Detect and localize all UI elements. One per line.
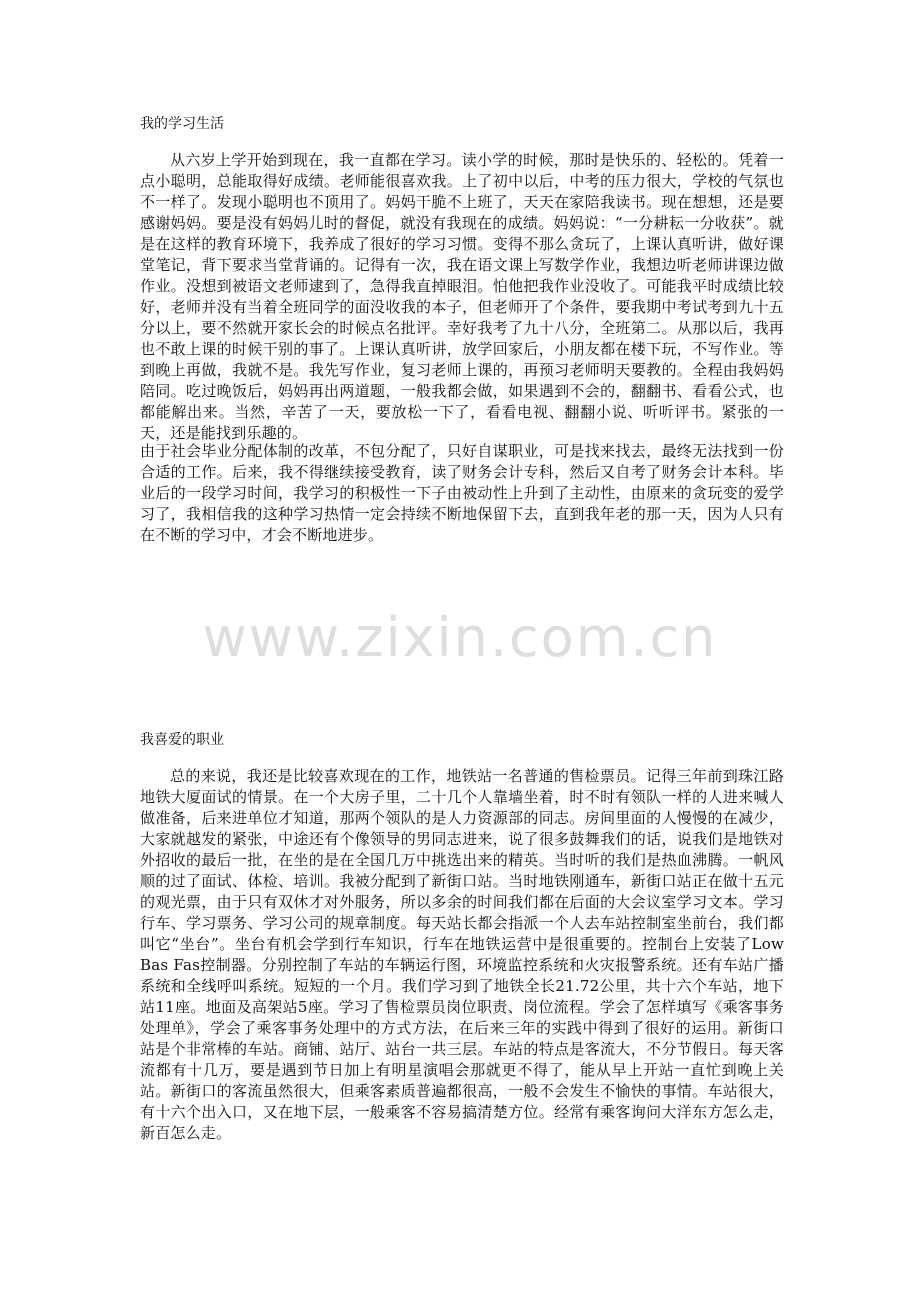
section-title-study-life: 我的学习生活 xyxy=(140,116,224,132)
section2-paragraph-1: 总的来说，我还是比较喜欢现在的工作，地铁站一名普通的售检票员。记得三年前到珠江路地铁大厦面试的情景。在一个大房子里，二十几个人靠墙坐着，时不时有领队一样的人进来喊人做准备，后来进单位才知道，那两个领队的是人力资源部的同志。房间里面的人慢慢的在减少，大家就越发的紧张，中途还有个像领导的男同志进来，说了很多鼓舞我们的话，说我们是地铁对外招收的最后一批，在坐的是在全国几万中挑选出来的精英。当时听的我们是热血沸腾。一帆风顺的过了面试、体检、培训。我被分配到了新街口站。当时地铁刚通车，新街口站正在做十五元的观光票，由于只有双休才对外服务，所以多余的时间我们都在后面的大会议室学习文本。学习行车、学习票务、学习公司的规章制度。每天站长都会指派一个人去车站控制室坐前台，我们都叫它“坐台”。坐台有机会学到行车知识，行车在地铁运营中是很重要的。控制台上安装了Low Bas Fas控制器。分别控制了车站的车辆运行图，环境监控系统和火灾报警系统。还有车站广播系统和全线呼叫系统。短短的一个月。我们学习到了地铁全长21.72公里，共十六个车站，地下站11座。地面及高架站5座。学习了售检票员岗位职责、岗位流程。学会了怎样填写《乘客事务处理单》，学会了乘客事务处理中的方式方法，在后来三年的实践中得到了很好的运用。新街口站是个非常棒的车站。商铺、站厅、站台一共三层。车站的特点是客流大，不分节假日。每天客流都有十几万，要是遇到节日加上有明星演唱会那就更不得了，能从早上开站一直忙到晚上关站。新街口的客流虽然很大，但乘客素质普遍都很高，一般不会发生不愉快的事情。车站很大，有十六个出入口，又在地下层，一般乘客不容易搞清楚方位。经常有乘客询问大洋东方怎么走，新百怎么走。 xyxy=(140,767,784,1142)
section1-paragraph-1: 从六岁上学开始到现在，我一直都在学习。读小学的时候，那时是快乐的、轻松的。凭着一点小聪明，总能取得好成绩。老师能很喜欢我。上了初中以后，中考的压力很大，学校的气氛也不一样了。发现小聪明也不顶用了。妈妈干脆不上班了，天天在家陪我读书。现在想想，还是要感谢妈妈。要是没有妈妈儿时的督促，就没有我现在的成绩。妈妈说：“一分耕耘一分收获”。就是在这样的教育环境下，我养成了很好的学习习惯。变得不那么贪玩了，上课认真听讲，做好课堂笔记，背下要求当堂背诵的。记得有一次，我在语文课上写数学作业，我想边听老师讲课边做作业。没想到被语文老师逮到了，急得我直掉眼泪。怕他把我作业没收了。可能我平时成绩比较好，老师并没有当着全班同学的面没收我的本子，但老师开了个条件，要我期中考试考到九十五分以上，要不然就开家长会的时候点名批评。幸好我考了九十八分，全班第二。从那以后，我再也不敢上课的时候干别的事了。上课认真听讲，放学回家后，小朋友都在楼下玩，不写作业。等到晚上再做，我就不是。我先写作业，复习老师上课的，再预习老师明天要教的。全程由我妈妈陪同。吃过晚饭后，妈妈再出两道题，一般我都会做，如果遇到不会的，翻翻书、看看公式，也都能解出来。当然，辛苦了一天，要放松一下了，看看电视、翻翻小说、听听评书。紧张的一天，还是能找到乐趣的。 xyxy=(140,151,784,442)
section-title-favorite-job: 我喜爱的职业 xyxy=(140,732,224,748)
section1-paragraph-2: 由于社会毕业分配体制的改革，不包分配了，只好自谋职业，可是找来找去，最终无法找到一份合适的工作。后来，我不得继续接受教育，读了财务会计专科，然后又自考了财务会计本科。毕业后的一段学习时间，我学习的积极性一下子由被动性上升到了主动性，由原来的贪玩变的爱学习了，我相信我的这种学习热情一定会持续不断地保留下去，直到我年老的那一天，因为人只有在不断的学习中，才会不断地进步。 xyxy=(140,442,784,544)
watermark: www.zixin.com.cn xyxy=(202,606,718,669)
